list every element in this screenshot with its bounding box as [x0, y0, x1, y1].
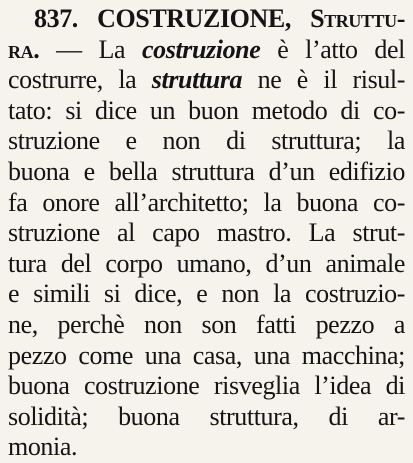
entry-dash: —: [56, 34, 82, 64]
entry-line-7: fa onore all’architetto; la buona co-: [8, 187, 405, 217]
entry-line-6: buona e bella struttura d’un edifizio: [8, 156, 405, 186]
entry-headword: COSTRUZIONE,: [97, 4, 291, 33]
entry-line-8: struzione al capo mastro. La strut-: [8, 218, 405, 248]
entry-line-9: tura del corpo umano, d’un animale: [8, 248, 405, 278]
entry-text: La: [98, 34, 126, 64]
entry-line-10: e simili si dice, e non la costruzio-: [8, 279, 405, 309]
entry-line-13: buona costruzione risveglia l’idea di: [8, 371, 405, 401]
entry-line-15: monia.: [8, 432, 78, 462]
entry-alt-headword-end: ra.: [8, 34, 40, 64]
entry-text: ne è il risul-: [257, 65, 405, 95]
entry-number: 837.: [34, 4, 78, 33]
entry-line-5: struzione e non di struttura; la: [8, 126, 405, 156]
entry-line-12: pezzo come una casa, una macchina;: [8, 340, 405, 370]
entry-text: costrurre, la: [8, 65, 137, 95]
entry-line-2: [8, 35, 405, 66]
entry-line-3: [8, 65, 405, 96]
entry-line-11: ne, perchè non son fatti pezzo a: [8, 309, 405, 339]
entry-alt-headword: Struttu-: [310, 4, 406, 33]
entry-text: è l’atto del: [277, 34, 405, 64]
term-costruzione: costruzione: [141, 34, 261, 64]
entry-heading-line: [8, 4, 405, 35]
entry-line-14: solidità; buona struttura, di ar-: [8, 401, 405, 431]
dictionary-entry: [8, 4, 405, 463]
term-struttura: struttura: [151, 65, 243, 95]
entry-line-4: tato: si dice un buon metodo di co-: [8, 95, 405, 125]
